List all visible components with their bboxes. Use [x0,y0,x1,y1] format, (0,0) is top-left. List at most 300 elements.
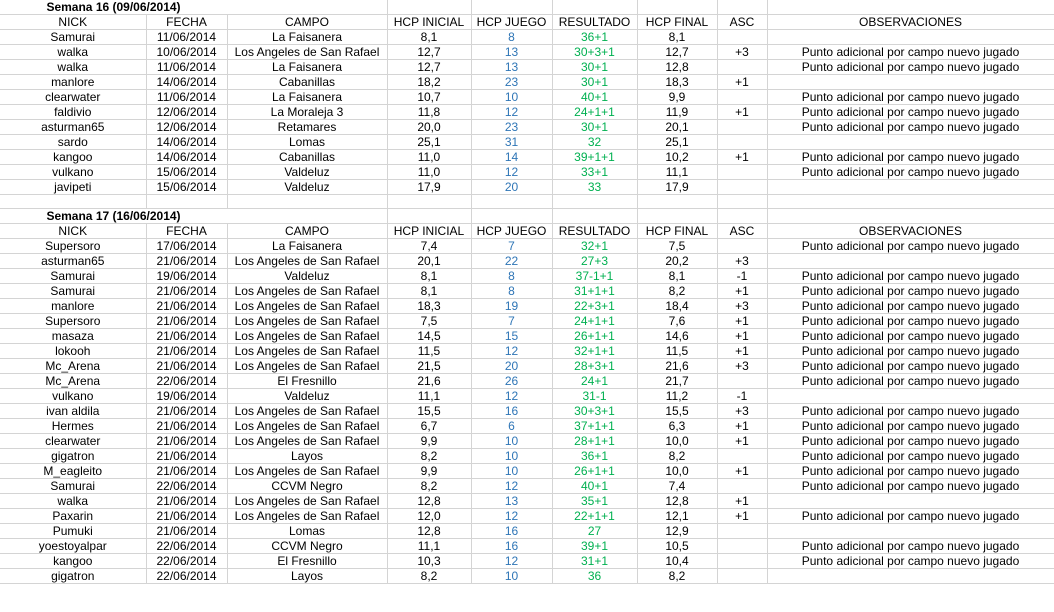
cell-observaciones[interactable]: Punto adicional por campo nuevo jugado [767,105,1054,120]
cell-campo[interactable]: Los Angeles de San Rafael [227,45,387,60]
cell-hcp-inicial[interactable]: 7,4 [387,239,471,254]
empty-cell[interactable] [227,209,387,224]
cell-fecha[interactable]: 21/06/2014 [146,494,227,509]
header-fecha[interactable]: FECHA [146,224,227,239]
cell-hcp-final[interactable]: 25,1 [637,135,717,150]
cell-fecha[interactable]: 12/06/2014 [146,105,227,120]
cell-observaciones[interactable] [767,180,1054,195]
cell-nick[interactable]: Paxarin [0,509,146,524]
cell-resultado[interactable]: 32 [552,135,637,150]
cell-resultado[interactable]: 31+1+1 [552,284,637,299]
cell-resultado[interactable]: 27 [552,524,637,539]
cell-campo[interactable]: Layos [227,569,387,584]
cell-hcp-inicial[interactable]: 8,2 [387,479,471,494]
cell-resultado[interactable]: 32+1+1 [552,344,637,359]
cell-observaciones[interactable]: Punto adicional por campo nuevo jugado [767,449,1054,464]
cell-hcp-final[interactable]: 10,0 [637,464,717,479]
header-hcp-juego[interactable]: HCP JUEGO [471,15,552,30]
cell-campo[interactable]: La Moraleja 3 [227,105,387,120]
empty-cell[interactable] [227,0,387,15]
empty-cell[interactable] [471,0,552,15]
empty-cell[interactable] [471,195,552,209]
cell-fecha[interactable]: 22/06/2014 [146,569,227,584]
cell-campo[interactable]: El Fresnillo [227,374,387,389]
cell-resultado[interactable]: 36+1 [552,30,637,45]
cell-observaciones[interactable] [767,135,1054,150]
cell-asc[interactable] [717,165,767,180]
cell-fecha[interactable]: 10/06/2014 [146,45,227,60]
cell-hcp-juego[interactable]: 22 [471,254,552,269]
empty-cell[interactable] [146,195,227,209]
cell-hcp-final[interactable]: 20,1 [637,120,717,135]
cell-resultado[interactable]: 24+1+1 [552,314,637,329]
cell-resultado[interactable]: 33 [552,180,637,195]
cell-resultado[interactable]: 22+3+1 [552,299,637,314]
cell-hcp-juego[interactable]: 7 [471,314,552,329]
cell-hcp-final[interactable]: 11,9 [637,105,717,120]
cell-observaciones[interactable]: Punto adicional por campo nuevo jugado [767,284,1054,299]
cell-resultado[interactable]: 28+3+1 [552,359,637,374]
cell-campo[interactable]: CCVM Negro [227,479,387,494]
cell-nick[interactable]: Samurai [0,479,146,494]
cell-hcp-inicial[interactable]: 9,9 [387,434,471,449]
header-campo[interactable]: CAMPO [227,15,387,30]
cell-fecha[interactable]: 21/06/2014 [146,404,227,419]
cell-observaciones[interactable]: Punto adicional por campo nuevo jugado [767,90,1054,105]
cell-hcp-juego[interactable]: 16 [471,524,552,539]
cell-asc[interactable] [717,90,767,105]
empty-cell[interactable] [637,0,717,15]
cell-campo[interactable]: Valdeluz [227,165,387,180]
cell-observaciones[interactable] [767,30,1054,45]
cell-hcp-final[interactable]: 10,0 [637,434,717,449]
cell-hcp-juego[interactable]: 15 [471,329,552,344]
cell-hcp-final[interactable]: 8,1 [637,269,717,284]
cell-observaciones[interactable]: Punto adicional por campo nuevo jugado [767,239,1054,254]
cell-observaciones[interactable]: Punto adicional por campo nuevo jugado [767,509,1054,524]
cell-campo[interactable]: Los Angeles de San Rafael [227,404,387,419]
cell-asc[interactable] [717,374,767,389]
header-resultado[interactable]: RESULTADO [552,15,637,30]
header-hcp-final[interactable]: HCP FINAL [637,15,717,30]
cell-hcp-juego[interactable]: 14 [471,150,552,165]
cell-nick[interactable]: lokooh [0,344,146,359]
cell-hcp-final[interactable]: 8,2 [637,569,717,584]
cell-campo[interactable]: La Faisanera [227,90,387,105]
cell-hcp-final[interactable]: 17,9 [637,180,717,195]
cell-observaciones[interactable]: Punto adicional por campo nuevo jugado [767,269,1054,284]
cell-observaciones[interactable]: Punto adicional por campo nuevo jugado [767,329,1054,344]
cell-campo[interactable]: Los Angeles de San Rafael [227,359,387,374]
cell-hcp-final[interactable]: 8,1 [637,30,717,45]
cell-resultado[interactable]: 37-1+1 [552,269,637,284]
cell-hcp-juego[interactable]: 12 [471,479,552,494]
cell-campo[interactable]: La Faisanera [227,30,387,45]
cell-nick[interactable]: Samurai [0,30,146,45]
cell-resultado[interactable]: 24+1 [552,374,637,389]
cell-nick[interactable]: vulkano [0,389,146,404]
cell-observaciones[interactable] [767,524,1054,539]
cell-asc[interactable]: +1 [717,75,767,90]
cell-hcp-juego[interactable]: 12 [471,509,552,524]
cell-nick[interactable]: M_eagleito [0,464,146,479]
cell-hcp-final[interactable]: 14,6 [637,329,717,344]
cell-hcp-inicial[interactable]: 11,5 [387,344,471,359]
cell-asc[interactable]: +1 [717,464,767,479]
header-campo[interactable]: CAMPO [227,224,387,239]
cell-observaciones[interactable]: Punto adicional por campo nuevo jugado [767,314,1054,329]
cell-hcp-final[interactable]: 8,2 [637,284,717,299]
cell-hcp-juego[interactable]: 20 [471,180,552,195]
cell-fecha[interactable]: 15/06/2014 [146,180,227,195]
cell-asc[interactable]: +1 [717,509,767,524]
empty-cell[interactable] [387,0,471,15]
cell-resultado[interactable]: 30+1 [552,120,637,135]
cell-nick[interactable]: gigatron [0,449,146,464]
cell-hcp-inicial[interactable]: 11,0 [387,165,471,180]
cell-fecha[interactable]: 11/06/2014 [146,90,227,105]
header-observaciones[interactable]: OBSERVACIONES [767,224,1054,239]
cell-fecha[interactable]: 15/06/2014 [146,165,227,180]
cell-asc[interactable]: +1 [717,494,767,509]
cell-asc[interactable] [717,554,767,569]
cell-resultado[interactable]: 36+1 [552,449,637,464]
cell-hcp-inicial[interactable]: 10,3 [387,554,471,569]
cell-hcp-inicial[interactable]: 8,1 [387,269,471,284]
cell-fecha[interactable]: 21/06/2014 [146,359,227,374]
cell-asc[interactable]: -1 [717,269,767,284]
cell-asc[interactable]: -1 [717,389,767,404]
cell-asc[interactable] [717,239,767,254]
cell-hcp-inicial[interactable]: 12,7 [387,45,471,60]
cell-hcp-juego[interactable]: 16 [471,539,552,554]
cell-campo[interactable]: Los Angeles de San Rafael [227,314,387,329]
cell-hcp-final[interactable]: 8,2 [637,449,717,464]
cell-nick[interactable]: gigatron [0,569,146,584]
cell-campo[interactable]: Los Angeles de San Rafael [227,329,387,344]
cell-campo[interactable]: La Faisanera [227,239,387,254]
cell-fecha[interactable]: 22/06/2014 [146,479,227,494]
cell-hcp-inicial[interactable]: 8,2 [387,449,471,464]
cell-resultado[interactable]: 30+3+1 [552,45,637,60]
cell-fecha[interactable]: 12/06/2014 [146,120,227,135]
cell-hcp-juego[interactable]: 10 [471,90,552,105]
cell-fecha[interactable]: 19/06/2014 [146,269,227,284]
cell-hcp-inicial[interactable]: 8,2 [387,569,471,584]
cell-observaciones[interactable]: Punto adicional por campo nuevo jugado [767,554,1054,569]
cell-resultado[interactable]: 27+3 [552,254,637,269]
cell-nick[interactable]: clearwater [0,90,146,105]
header-fecha[interactable]: FECHA [146,15,227,30]
cell-hcp-juego[interactable]: 20 [471,359,552,374]
cell-resultado[interactable]: 30+1 [552,60,637,75]
cell-nick[interactable]: walka [0,45,146,60]
cell-fecha[interactable]: 22/06/2014 [146,374,227,389]
cell-fecha[interactable]: 14/06/2014 [146,135,227,150]
empty-cell[interactable] [552,0,637,15]
cell-fecha[interactable]: 19/06/2014 [146,389,227,404]
cell-fecha[interactable]: 21/06/2014 [146,344,227,359]
cell-asc[interactable]: +1 [717,434,767,449]
cell-asc[interactable]: +3 [717,254,767,269]
cell-nick[interactable]: javipeti [0,180,146,195]
cell-observaciones[interactable]: Punto adicional por campo nuevo jugado [767,359,1054,374]
cell-observaciones[interactable] [767,494,1054,509]
cell-hcp-juego[interactable]: 10 [471,464,552,479]
cell-hcp-final[interactable]: 10,5 [637,539,717,554]
cell-campo[interactable]: Lomas [227,135,387,150]
cell-hcp-juego[interactable]: 19 [471,299,552,314]
cell-campo[interactable]: Layos [227,449,387,464]
cell-hcp-inicial[interactable]: 11,8 [387,105,471,120]
cell-nick[interactable]: walka [0,60,146,75]
cell-campo[interactable]: Los Angeles de San Rafael [227,494,387,509]
cell-nick[interactable]: Pumuki [0,524,146,539]
cell-resultado[interactable]: 39+1+1 [552,150,637,165]
cell-fecha[interactable]: 14/06/2014 [146,75,227,90]
cell-hcp-juego[interactable]: 23 [471,120,552,135]
cell-resultado[interactable]: 35+1 [552,494,637,509]
cell-nick[interactable]: Mc_Arena [0,359,146,374]
cell-fecha[interactable]: 21/06/2014 [146,329,227,344]
cell-hcp-final[interactable]: 11,1 [637,165,717,180]
empty-cell[interactable] [471,209,552,224]
cell-nick[interactable]: ivan aldila [0,404,146,419]
cell-hcp-juego[interactable]: 6 [471,419,552,434]
header-hcp-inicial[interactable]: HCP INICIAL [387,15,471,30]
cell-fecha[interactable]: 21/06/2014 [146,449,227,464]
cell-hcp-inicial[interactable]: 11,1 [387,389,471,404]
cell-hcp-juego[interactable]: 8 [471,269,552,284]
cell-hcp-final[interactable]: 6,3 [637,419,717,434]
cell-observaciones[interactable]: Punto adicional por campo nuevo jugado [767,299,1054,314]
cell-hcp-inicial[interactable]: 12,8 [387,524,471,539]
cell-hcp-final[interactable]: 7,5 [637,239,717,254]
cell-fecha[interactable]: 21/06/2014 [146,509,227,524]
cell-nick[interactable]: kangoo [0,150,146,165]
cell-hcp-inicial[interactable]: 6,7 [387,419,471,434]
empty-cell[interactable] [387,195,471,209]
cell-nick[interactable]: Samurai [0,284,146,299]
cell-resultado[interactable]: 40+1 [552,479,637,494]
cell-hcp-final[interactable]: 21,6 [637,359,717,374]
cell-fecha[interactable]: 21/06/2014 [146,284,227,299]
cell-asc[interactable]: +1 [717,344,767,359]
cell-hcp-final[interactable]: 12,9 [637,524,717,539]
cell-campo[interactable]: Los Angeles de San Rafael [227,464,387,479]
cell-hcp-final[interactable]: 12,8 [637,60,717,75]
empty-cell[interactable] [637,195,717,209]
empty-cell[interactable] [227,195,387,209]
cell-hcp-inicial[interactable]: 18,3 [387,299,471,314]
cell-resultado[interactable]: 40+1 [552,90,637,105]
cell-nick[interactable]: Samurai [0,269,146,284]
cell-nick[interactable]: Mc_Arena [0,374,146,389]
cell-observaciones[interactable] [767,75,1054,90]
cell-resultado[interactable]: 30+1 [552,75,637,90]
cell-hcp-inicial[interactable]: 9,9 [387,464,471,479]
cell-asc[interactable] [717,60,767,75]
cell-hcp-inicial[interactable]: 11,0 [387,150,471,165]
empty-cell[interactable] [767,0,1054,15]
cell-nick[interactable]: manlore [0,299,146,314]
cell-hcp-inicial[interactable]: 7,5 [387,314,471,329]
cell-hcp-inicial[interactable]: 18,2 [387,75,471,90]
empty-cell[interactable] [717,195,767,209]
section-title[interactable]: Semana 16 (09/06/2014) [0,0,227,15]
cell-asc[interactable] [717,479,767,494]
empty-cell[interactable] [717,209,767,224]
cell-hcp-juego[interactable]: 7 [471,239,552,254]
cell-hcp-final[interactable]: 12,8 [637,494,717,509]
header-nick[interactable]: NICK [0,224,146,239]
cell-asc[interactable]: +1 [717,105,767,120]
cell-hcp-final[interactable]: 12,7 [637,45,717,60]
cell-hcp-juego[interactable]: 12 [471,165,552,180]
cell-observaciones[interactable]: Punto adicional por campo nuevo jugado [767,374,1054,389]
cell-hcp-final[interactable]: 7,6 [637,314,717,329]
cell-nick[interactable]: masaza [0,329,146,344]
cell-hcp-inicial[interactable]: 8,1 [387,284,471,299]
cell-fecha[interactable]: 11/06/2014 [146,30,227,45]
cell-asc[interactable]: +3 [717,404,767,419]
cell-nick[interactable]: sardo [0,135,146,150]
cell-hcp-inicial[interactable]: 15,5 [387,404,471,419]
cell-campo[interactable]: Retamares [227,120,387,135]
cell-observaciones[interactable]: Punto adicional por campo nuevo jugado [767,404,1054,419]
empty-cell[interactable] [552,209,637,224]
cell-campo[interactable]: Valdeluz [227,269,387,284]
empty-cell[interactable] [717,0,767,15]
cell-asc[interactable]: +1 [717,329,767,344]
cell-campo[interactable]: Los Angeles de San Rafael [227,284,387,299]
cell-asc[interactable]: +1 [717,419,767,434]
empty-cell[interactable] [767,195,1054,209]
cell-resultado[interactable]: 26+1+1 [552,464,637,479]
cell-hcp-final[interactable]: 11,2 [637,389,717,404]
header-resultado[interactable]: RESULTADO [552,224,637,239]
cell-hcp-inicial[interactable]: 12,7 [387,60,471,75]
cell-observaciones[interactable] [767,389,1054,404]
empty-cell[interactable] [767,209,1054,224]
cell-nick[interactable]: manlore [0,75,146,90]
cell-hcp-juego[interactable]: 8 [471,284,552,299]
cell-nick[interactable]: clearwater [0,434,146,449]
cell-nick[interactable]: yoestoyalpar [0,539,146,554]
empty-cell[interactable] [0,195,146,209]
cell-resultado[interactable]: 33+1 [552,165,637,180]
header-hcp-inicial[interactable]: HCP INICIAL [387,224,471,239]
cell-asc[interactable]: +1 [717,284,767,299]
cell-resultado[interactable]: 32+1 [552,239,637,254]
cell-hcp-juego[interactable]: 13 [471,60,552,75]
cell-asc[interactable] [717,449,767,464]
cell-campo[interactable]: Los Angeles de San Rafael [227,419,387,434]
header-hcp-final[interactable]: HCP FINAL [637,224,717,239]
cell-campo[interactable]: Los Angeles de San Rafael [227,509,387,524]
cell-asc[interactable]: +3 [717,299,767,314]
cell-fecha[interactable]: 11/06/2014 [146,60,227,75]
cell-fecha[interactable]: 21/06/2014 [146,299,227,314]
cell-observaciones[interactable] [767,569,1054,584]
empty-cell[interactable] [552,195,637,209]
cell-fecha[interactable]: 21/06/2014 [146,419,227,434]
cell-resultado[interactable]: 30+3+1 [552,404,637,419]
cell-campo[interactable]: Los Angeles de San Rafael [227,344,387,359]
cell-hcp-juego[interactable]: 31 [471,135,552,150]
empty-cell[interactable] [387,209,471,224]
cell-observaciones[interactable]: Punto adicional por campo nuevo jugado [767,344,1054,359]
cell-asc[interactable] [717,180,767,195]
cell-hcp-final[interactable]: 9,9 [637,90,717,105]
cell-fecha[interactable]: 22/06/2014 [146,539,227,554]
cell-hcp-juego[interactable]: 12 [471,344,552,359]
cell-fecha[interactable]: 14/06/2014 [146,150,227,165]
header-hcp-juego[interactable]: HCP JUEGO [471,224,552,239]
cell-campo[interactable]: Valdeluz [227,389,387,404]
header-nick[interactable]: NICK [0,15,146,30]
cell-observaciones[interactable]: Punto adicional por campo nuevo jugado [767,60,1054,75]
cell-resultado[interactable]: 31+1 [552,554,637,569]
cell-fecha[interactable]: 21/06/2014 [146,314,227,329]
cell-campo[interactable]: Los Angeles de San Rafael [227,299,387,314]
cell-hcp-inicial[interactable]: 21,5 [387,359,471,374]
cell-hcp-final[interactable]: 12,1 [637,509,717,524]
cell-hcp-final[interactable]: 11,5 [637,344,717,359]
cell-resultado[interactable]: 31-1 [552,389,637,404]
cell-hcp-juego[interactable]: 13 [471,494,552,509]
cell-campo[interactable]: El Fresnillo [227,554,387,569]
cell-resultado[interactable]: 39+1 [552,539,637,554]
cell-resultado[interactable]: 26+1+1 [552,329,637,344]
cell-nick[interactable]: asturman65 [0,254,146,269]
cell-hcp-inicial[interactable]: 11,1 [387,539,471,554]
cell-nick[interactable]: Hermes [0,419,146,434]
cell-fecha[interactable]: 21/06/2014 [146,464,227,479]
cell-asc[interactable] [717,135,767,150]
header-asc[interactable]: ASC [717,15,767,30]
cell-campo[interactable]: Los Angeles de San Rafael [227,434,387,449]
cell-hcp-final[interactable]: 18,4 [637,299,717,314]
cell-resultado[interactable]: 36 [552,569,637,584]
cell-hcp-juego[interactable]: 10 [471,449,552,464]
cell-fecha[interactable]: 21/06/2014 [146,524,227,539]
cell-asc[interactable]: +3 [717,359,767,374]
cell-nick[interactable]: faldivio [0,105,146,120]
cell-fecha[interactable]: 17/06/2014 [146,239,227,254]
cell-hcp-inicial[interactable]: 10,7 [387,90,471,105]
cell-hcp-inicial[interactable]: 17,9 [387,180,471,195]
cell-nick[interactable]: Supersoro [0,314,146,329]
cell-hcp-inicial[interactable]: 14,5 [387,329,471,344]
cell-campo[interactable]: Cabanillas [227,150,387,165]
cell-hcp-juego[interactable]: 12 [471,389,552,404]
cell-hcp-final[interactable]: 20,2 [637,254,717,269]
cell-fecha[interactable]: 22/06/2014 [146,554,227,569]
cell-hcp-final[interactable]: 21,7 [637,374,717,389]
cell-hcp-inicial[interactable]: 12,8 [387,494,471,509]
cell-hcp-final[interactable]: 10,2 [637,150,717,165]
cell-campo[interactable]: Valdeluz [227,180,387,195]
cell-hcp-final[interactable]: 15,5 [637,404,717,419]
cell-hcp-inicial[interactable]: 12,0 [387,509,471,524]
cell-hcp-juego[interactable]: 8 [471,30,552,45]
cell-asc[interactable] [717,120,767,135]
cell-resultado[interactable]: 24+1+1 [552,105,637,120]
cell-hcp-inicial[interactable]: 20,1 [387,254,471,269]
cell-observaciones[interactable]: Punto adicional por campo nuevo jugado [767,165,1054,180]
cell-fecha[interactable]: 21/06/2014 [146,434,227,449]
